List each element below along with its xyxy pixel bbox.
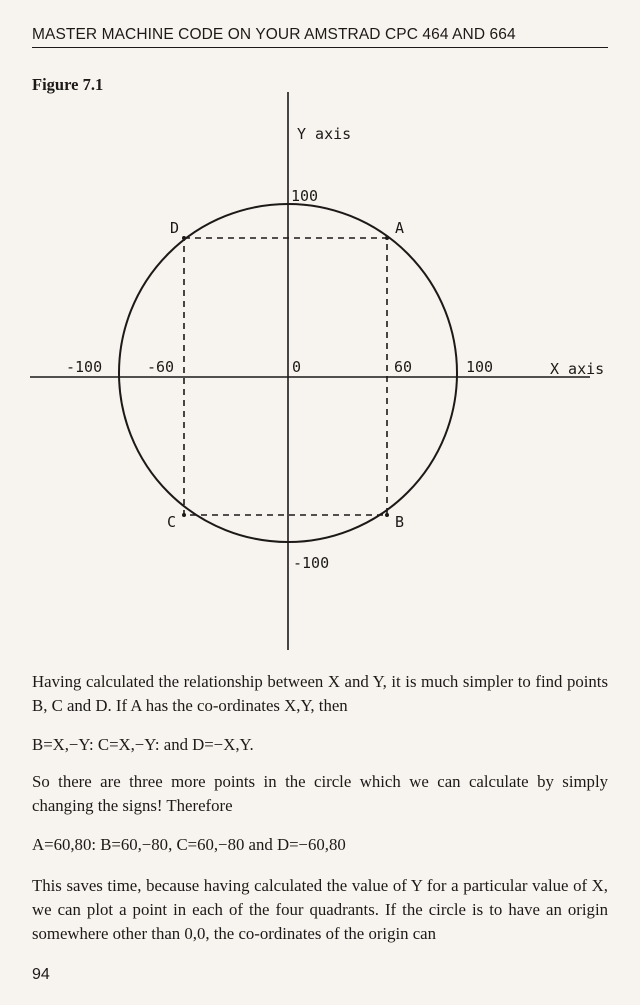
tick-label-left-inner: -60 (147, 358, 175, 376)
paragraph-three-points: So there are three more points in the circle which we can calculate by simply changing the signs! Therefore (32, 772, 608, 815)
point-b-label: B (395, 513, 405, 531)
paragraph-intro: Having calculated the relationship between X and Y, it is much simpler to find points B, C and D. If A has the co-ordinates X,Y, then (32, 672, 608, 715)
point-a-marker (385, 236, 389, 240)
point-a-label: A (395, 219, 405, 237)
figure-label: Figure 7.1 (32, 75, 104, 94)
equation-values: A=60,80: B=60,−80, C=60,−80 and D=−60,80 (32, 835, 346, 854)
tick-label-bottom: -100 (293, 554, 330, 572)
tick-label-right-outer: 100 (466, 358, 494, 376)
point-d-label: D (170, 219, 180, 237)
tick-label-origin: 0 (292, 358, 302, 376)
tick-label-top: 100 (291, 187, 319, 205)
page-number: 94 (32, 966, 50, 983)
point-c-label: C (167, 513, 177, 531)
running-header: MASTER MACHINE CODE ON YOUR AMSTRAD CPC 464 AND 664 (32, 26, 608, 48)
x-axis-label: X axis (550, 360, 605, 378)
paragraph-quadrants: This saves time, because having calculated the value of Y for a particular value of X, we can plot a point in each of the four quadrants. If the circle is to have an origin somewhere other than 0,0, the co-ordinates of the origin can (32, 876, 608, 943)
tick-label-left-outer: -100 (66, 358, 103, 376)
point-b-marker (385, 513, 389, 517)
equation-signs: B=X,−Y: C=X,−Y: and D=−X,Y. (32, 735, 254, 754)
point-c-marker (182, 513, 186, 517)
y-axis-label: Y axis (297, 125, 352, 143)
tick-label-right-inner: 60 (394, 358, 413, 376)
point-d-marker (182, 236, 186, 240)
